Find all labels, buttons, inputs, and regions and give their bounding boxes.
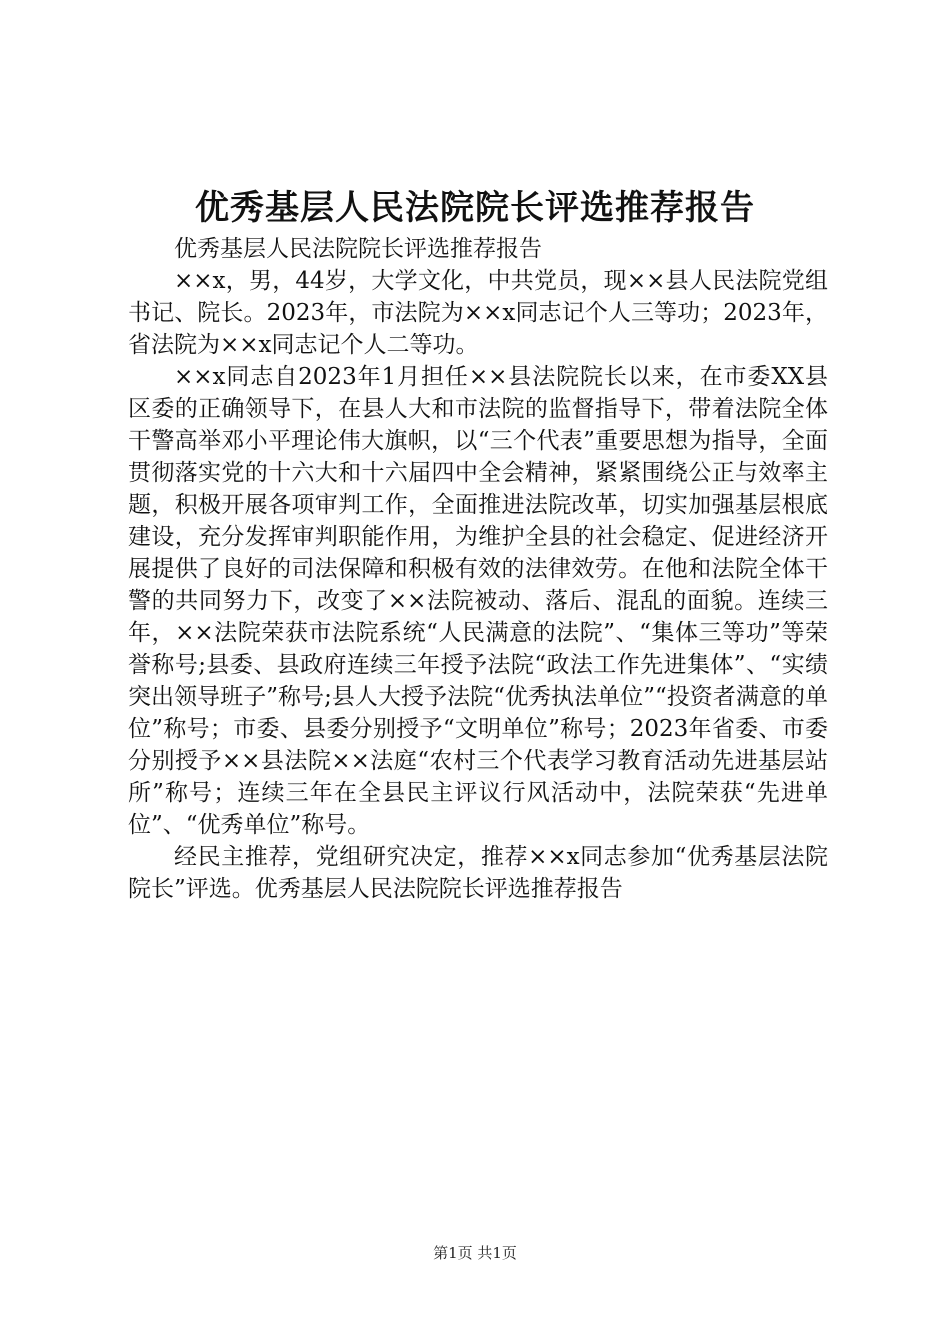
paragraph-subtitle: 优秀基层人民法院院长评选推荐报告 xyxy=(174,236,542,262)
paragraph-achievements: ××x同志自2023年1月担任××县法院院长以来，在市委XX县区委的正确领导下，在县人大和市法院的监督指导下，带着法院全体干警高举邓小平理论伟大旗帜，以“三个代表”重要思想为指导，全面贯彻落实党的十六大和十六届四中全会精神，紧紧围绕公正与效率主题，积极开展各项审判工作，全面推进法院改革，切实加强基层根底建设，充分发挥审判职能作用，为维护全县的社会稳定、促进经济开展提供了良好的司法保障和积极有效的法律效劳。在他和法院全体干警的共同努力下，改变了××法院被动、落后、混乱的面貌。连续三年，××法院荣获市法院系统“人民满意的法院”、“集体三等功”等荣誉称号;县委、县政府连续三年授予法院“政法工作先进集体”、“实绩突出领导班子”称号;县人大授予法院“优秀执法单位”“投资者满意的单位”称号；市委、县委分别授予“文明单位”称号；2023年省委、市委分别授予××县法院××法庭“农村三个代表学习教育活动先进基层站所”称号；连续三年在全县民主评议行风活动中，法院荣获“先进单位”、“优秀单位”称号。 xyxy=(128,364,828,838)
page-number: 第1页 共1页 xyxy=(433,1244,517,1262)
paragraph-profile: ××x，男，44岁，大学文化，中共党员，现××县人民法院党组书记、院长。2023年，市法院为××x同志记个人三等功；2023年，省法院为××x同志记个人二等功。 xyxy=(128,268,828,358)
paragraph-recommendation: 经民主推荐，党组研究决定，推荐××x同志参加“优秀基层法院院长”评选。优秀基层人民法院院长评选推荐报告 xyxy=(128,844,828,902)
document-body xyxy=(128,233,828,905)
document-title: 优秀基层人民法院院长评选推荐报告 xyxy=(195,188,755,228)
